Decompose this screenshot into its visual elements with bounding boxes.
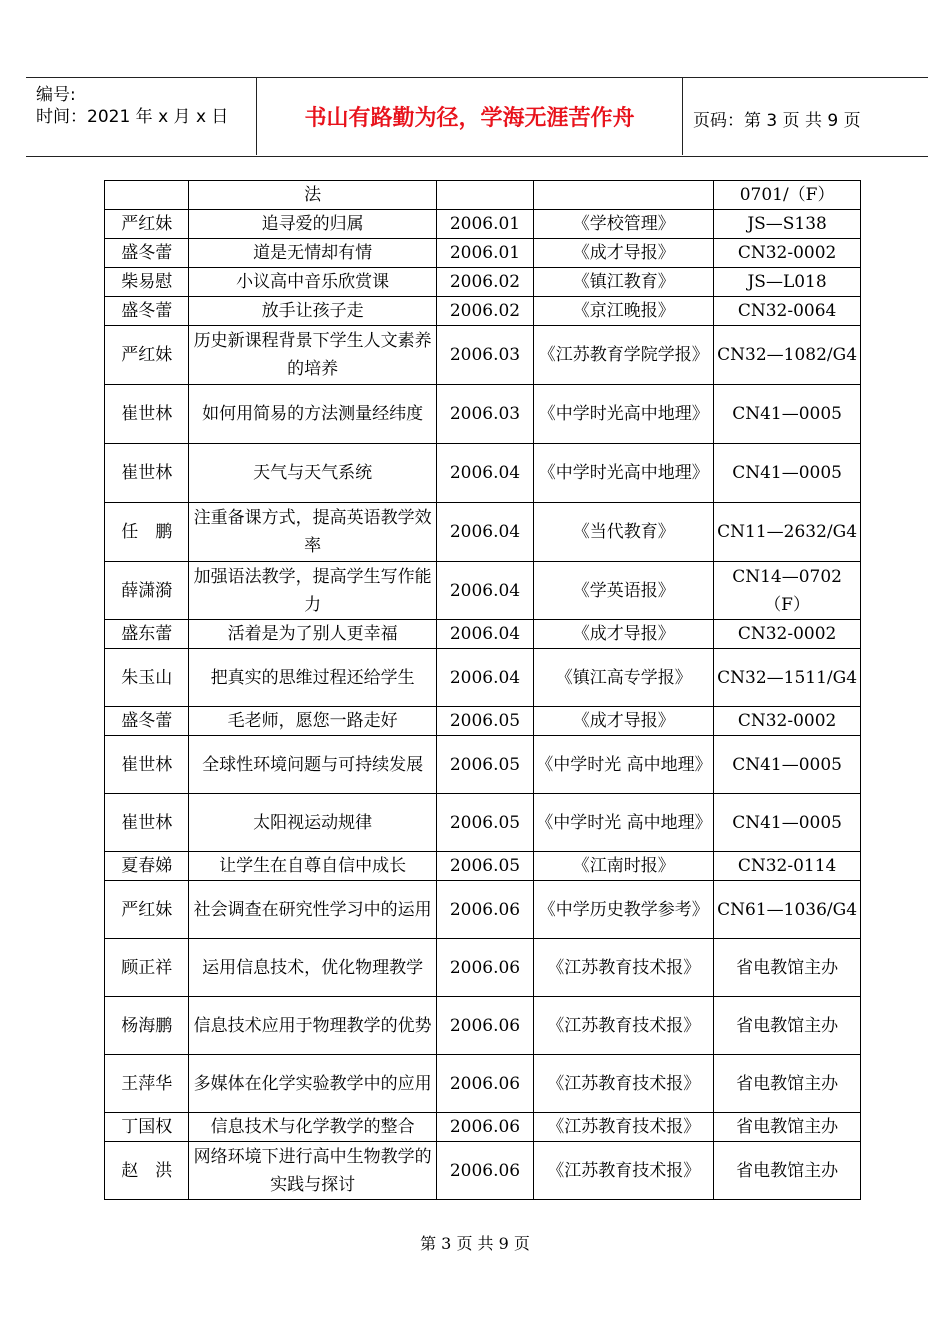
date-cell: 2006.05: [436, 794, 534, 852]
date-cell: 2006.06: [436, 939, 534, 997]
author-cell: 薛潇漪: [105, 562, 189, 620]
date-cell: 2006.06: [436, 997, 534, 1055]
author-cell: 崔世林: [105, 736, 189, 794]
issn-cell: JS—L018: [714, 268, 861, 297]
author-cell: [105, 181, 189, 210]
date-cell: [436, 181, 534, 210]
journal-cell: 《成才导报》: [534, 620, 714, 649]
date-cell: 2006.06: [436, 1142, 534, 1200]
journal-cell: 《当代教育》: [534, 503, 714, 562]
table-row: [105, 649, 861, 707]
journal-cell: [534, 181, 714, 210]
table-row: [105, 736, 861, 794]
table-row: [105, 239, 861, 268]
publication-table-body: [105, 181, 861, 1200]
date-cell: 2006.03: [436, 385, 534, 444]
issn-cell: CN32-0064: [714, 297, 861, 326]
author-cell: 丁国权: [105, 1113, 189, 1142]
author-cell: 夏春娣: [105, 852, 189, 881]
journal-cell: 《镇江教育》: [534, 268, 714, 297]
journal-cell: 《中学时光 高中地理》: [534, 794, 714, 852]
issn-cell: JS—S138: [714, 210, 861, 239]
author-cell: 朱玉山: [105, 649, 189, 707]
issn-cell: 省电教馆主办: [714, 1142, 861, 1200]
journal-cell: 《江苏教育技术报》: [534, 997, 714, 1055]
author-cell: 严红妹: [105, 210, 189, 239]
date-cell: 2006.04: [436, 620, 534, 649]
author-cell: 盛冬蕾: [105, 239, 189, 268]
title-cell: 多媒体在化学实验教学中的应用: [189, 1055, 436, 1113]
author-cell: 顾正祥: [105, 939, 189, 997]
author-cell: 严红妹: [105, 881, 189, 939]
date-cell: 2006.02: [436, 297, 534, 326]
page-footer: 第 3 页 共 9 页: [420, 1234, 530, 1253]
date-cell: 2006.01: [436, 239, 534, 268]
date-cell: 2006.05: [436, 707, 534, 736]
issn-cell: 省电教馆主办: [714, 997, 861, 1055]
table-row: [105, 385, 861, 444]
header-page-info: 页码：第 3 页 共 9 页: [693, 111, 861, 131]
date-cell: 2006.04: [436, 649, 534, 707]
title-cell: 网络环境下进行高中生物教学的实践与探讨: [189, 1142, 436, 1200]
journal-cell: 《成才导报》: [534, 707, 714, 736]
title-cell: 社会调查在研究性学习中的运用: [189, 881, 436, 939]
date-cell: 2006.06: [436, 1055, 534, 1113]
journal-cell: 《中学时光高中地理》: [534, 385, 714, 444]
issn-cell: CN41—0005: [714, 736, 861, 794]
title-cell: 注重备课方式，提高英语教学效率: [189, 503, 436, 562]
issn-cell: CN41—0005: [714, 385, 861, 444]
title-cell: 信息技术与化学教学的整合: [189, 1113, 436, 1142]
date-cell: 2006.04: [436, 503, 534, 562]
journal-cell: 《京江晚报》: [534, 297, 714, 326]
table-row: [105, 181, 861, 210]
issn-cell: CN32-0002: [714, 620, 861, 649]
author-cell: 任 鹏: [105, 503, 189, 562]
table-row: [105, 1142, 861, 1200]
table-row: [105, 562, 861, 620]
author-cell: 杨海鹏: [105, 997, 189, 1055]
title-cell: 信息技术应用于物理教学的优势: [189, 997, 436, 1055]
date-cell: 2006.05: [436, 736, 534, 794]
issn-cell: CN14—0702（F）: [714, 562, 861, 620]
issn-cell: 省电教馆主办: [714, 1055, 861, 1113]
date-cell: 2006.04: [436, 562, 534, 620]
title-cell: 毛老师，愿您一路走好: [189, 707, 436, 736]
issn-cell: CN32—1511/G4: [714, 649, 861, 707]
table-row: [105, 794, 861, 852]
title-cell: 全球性环境问题与可持续发展: [189, 736, 436, 794]
table-row: [105, 297, 861, 326]
issn-cell: CN32-0114: [714, 852, 861, 881]
table-row: [105, 881, 861, 939]
header-motto: 书山有路勤为径，学海无涯苦作舟: [304, 105, 635, 131]
issn-cell: CN11—2632/G4: [714, 503, 861, 562]
table-row: [105, 503, 861, 562]
table-row: [105, 939, 861, 997]
date-cell: 2006.04: [436, 444, 534, 503]
table-row: [105, 620, 861, 649]
author-cell: 崔世林: [105, 444, 189, 503]
issn-cell: CN41—0005: [714, 444, 861, 503]
author-cell: 柴易慰: [105, 268, 189, 297]
title-cell: 如何用简易的方法测量经纬度: [189, 385, 436, 444]
date-cell: 2006.06: [436, 1113, 534, 1142]
document-time: 时间：2021 年 x 月 x 日: [36, 107, 229, 127]
title-cell: 把真实的思维过程还给学生: [189, 649, 436, 707]
title-cell: 放手让孩子走: [189, 297, 436, 326]
title-cell: 天气与天气系统: [189, 444, 436, 503]
author-cell: 盛冬蕾: [105, 707, 189, 736]
journal-cell: 《江苏教育技术报》: [534, 1142, 714, 1200]
title-cell: 运用信息技术，优化物理教学: [189, 939, 436, 997]
issn-cell: CN41—0005: [714, 794, 861, 852]
title-cell: 追寻爱的归属: [189, 210, 436, 239]
journal-cell: 《江南时报》: [534, 852, 714, 881]
title-cell: 让学生在自尊自信中成长: [189, 852, 436, 881]
title-cell: 加强语法教学，提高学生写作能力: [189, 562, 436, 620]
issn-cell: 0701/（F）: [714, 181, 861, 210]
date-cell: 2006.06: [436, 881, 534, 939]
title-cell: 法: [189, 181, 436, 210]
author-cell: 崔世林: [105, 794, 189, 852]
journal-cell: 《学校管理》: [534, 210, 714, 239]
journal-cell: 《镇江高专学报》: [534, 649, 714, 707]
title-cell: 历史新课程背景下学生人文素养的培养: [189, 326, 436, 385]
publication-table: [104, 180, 861, 1200]
date-cell: 2006.02: [436, 268, 534, 297]
journal-cell: 《成才导报》: [534, 239, 714, 268]
table-row: [105, 1055, 861, 1113]
author-cell: 王萍华: [105, 1055, 189, 1113]
author-cell: 盛东蕾: [105, 620, 189, 649]
journal-cell: 《江苏教育学院学报》: [534, 326, 714, 385]
issn-cell: 省电教馆主办: [714, 939, 861, 997]
issn-cell: CN61—1036/G4: [714, 881, 861, 939]
table-row: [105, 997, 861, 1055]
table-row: [105, 268, 861, 297]
date-cell: 2006.05: [436, 852, 534, 881]
author-cell: 赵 洪: [105, 1142, 189, 1200]
table-row: [105, 326, 861, 385]
issn-cell: 省电教馆主办: [714, 1113, 861, 1142]
date-cell: 2006.01: [436, 210, 534, 239]
title-cell: 太阳视运动规律: [189, 794, 436, 852]
document-number-label: 编号:: [36, 85, 76, 105]
title-cell: 活着是为了别人更幸福: [189, 620, 436, 649]
title-cell: 小议高中音乐欣赏课: [189, 268, 436, 297]
header-meta: [36, 84, 228, 128]
issn-cell: CN32—1082/G4: [714, 326, 861, 385]
table-row: [105, 210, 861, 239]
author-cell: 盛冬蕾: [105, 297, 189, 326]
table-row: [105, 1113, 861, 1142]
journal-cell: 《中学时光高中地理》: [534, 444, 714, 503]
table-row: [105, 707, 861, 736]
journal-cell: 《学英语报》: [534, 562, 714, 620]
journal-cell: 《江苏教育技术报》: [534, 1113, 714, 1142]
table-row: [105, 444, 861, 503]
journal-cell: 《江苏教育技术报》: [534, 939, 714, 997]
header-divider: [682, 77, 683, 155]
journal-cell: 《江苏教育技术报》: [534, 1055, 714, 1113]
issn-cell: CN32-0002: [714, 239, 861, 268]
date-cell: 2006.03: [436, 326, 534, 385]
journal-cell: 《中学历史教学参考》: [534, 881, 714, 939]
author-cell: 严红妹: [105, 326, 189, 385]
title-cell: 道是无情却有情: [189, 239, 436, 268]
journal-cell: 《中学时光 高中地理》: [534, 736, 714, 794]
issn-cell: CN32-0002: [714, 707, 861, 736]
table-row: [105, 852, 861, 881]
author-cell: 崔世林: [105, 385, 189, 444]
